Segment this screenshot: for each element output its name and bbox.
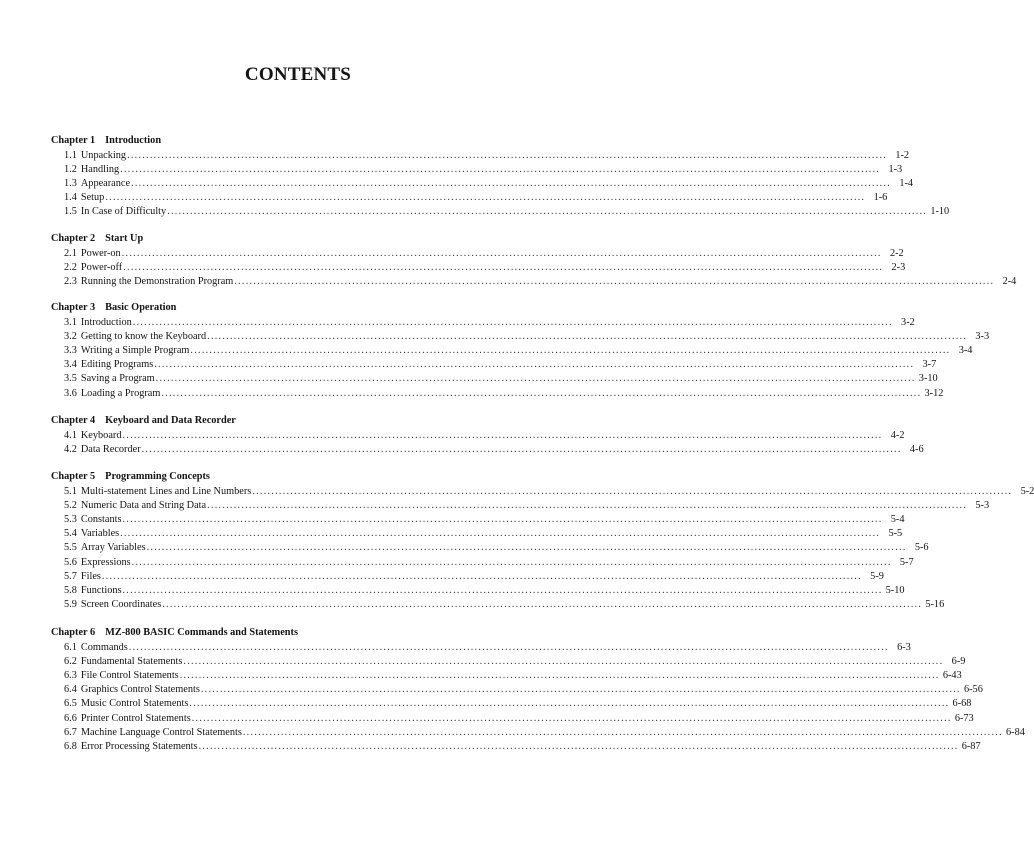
chapter-number: Chapter 2 [51, 233, 96, 244]
section-title: Commands [80, 642, 128, 653]
toc-entry[interactable] [64, 276, 1017, 288]
section-number: 3.1 [64, 317, 77, 328]
section-title: Fundamental Statements [80, 656, 183, 668]
section-number: 3.3 [64, 345, 77, 357]
page-reference: 3-2 [901, 317, 915, 328]
dot-leader: ........................................................................................................................................................................................................ [198, 740, 959, 752]
section-number: 6.4 [64, 684, 77, 696]
chapter-title: Basic Operation [105, 302, 177, 313]
section-number: 5.7 [64, 570, 77, 582]
page-reference: 5-7 [899, 556, 914, 568]
section-title: Array Variables [80, 542, 146, 554]
section-number: 1.4 [64, 192, 77, 204]
page-reference: 1-3 [888, 164, 903, 176]
toc-entry[interactable] [64, 656, 966, 668]
toc-entry[interactable] [64, 387, 944, 400]
section-title: Editing Programs [80, 359, 154, 371]
page-reference: 3-7 [922, 359, 937, 371]
chapter-number: Chapter 6 [51, 627, 96, 638]
chapter-heading [51, 233, 143, 244]
section-number: 6.5 [64, 698, 77, 710]
section-title: Data Recorder [80, 444, 141, 456]
dot-leader: ........................................................................................................................................................................................................ [122, 584, 883, 596]
section-number: 3.6 [64, 387, 77, 399]
chapter-heading [51, 415, 236, 426]
page-reference: 3-3 [975, 331, 990, 343]
dot-leader: ........................................................................................................................................................................................................ [123, 262, 884, 274]
section-title: Functions [80, 584, 122, 596]
dot-leader: ........................................................................................................................................................................................................ [207, 500, 968, 512]
section-number: 5.5 [64, 542, 77, 554]
dot-leader: ........................................................................................................................................................................................................ [131, 556, 892, 568]
page-reference: 2-2 [889, 248, 904, 259]
dot-leader: ........................................................................................................................................................................................................ [191, 712, 952, 724]
toc-entry[interactable] [64, 598, 945, 611]
page-reference: 1-2 [895, 150, 910, 161]
section-number: 5.4 [64, 528, 77, 540]
chapter-title: Keyboard and Data Recorder [105, 415, 236, 426]
page-reference: 6-84 [1006, 726, 1025, 738]
toc-entry[interactable] [64, 642, 911, 654]
section-number: 3.5 [64, 373, 77, 385]
toc-entry[interactable] [64, 556, 914, 569]
section-title: Music Control Statements [80, 698, 189, 710]
page-reference: 3-10 [918, 373, 938, 385]
page-reference: 5-16 [925, 598, 945, 610]
toc-entry[interactable] [64, 726, 1025, 739]
dot-leader: ........................................................................................................................................................................................................ [234, 276, 995, 288]
chapter-number: Chapter 3 [51, 302, 96, 313]
page-reference: 4-2 [890, 430, 905, 441]
toc-entry[interactable] [64, 584, 905, 597]
dot-leader: ........................................................................................................................................................................................................ [162, 598, 923, 610]
dot-leader: ........................................................................................................................................................................................................ [122, 514, 883, 526]
page-reference: 1-10 [930, 206, 950, 218]
dot-leader: ........................................................................................................................................................................................................ [252, 486, 1013, 497]
section-title: Numeric Data and String Data [80, 500, 207, 512]
page-reference: 5-9 [870, 570, 884, 582]
page-reference: 5-6 [914, 542, 929, 554]
toc-entry[interactable] [64, 206, 950, 218]
toc-entry[interactable] [64, 345, 973, 357]
dot-leader: ........................................................................................................................................................................................................ [132, 317, 893, 328]
dot-leader: ........................................................................................................................................................................................................ [120, 528, 881, 540]
section-number: 6.7 [64, 726, 77, 738]
chapter-number: Chapter 5 [51, 471, 96, 482]
dot-leader: ........................................................................................................................................................................................................ [146, 542, 907, 554]
section-title: Variables [80, 528, 120, 540]
toc-entry[interactable] [64, 248, 904, 260]
toc-entry[interactable] [64, 150, 910, 162]
toc-entry[interactable] [64, 712, 974, 725]
section-number: 5.6 [64, 556, 77, 568]
dot-leader: ........................................................................................................................................................................................................ [154, 359, 915, 371]
toc-entry[interactable] [64, 570, 884, 583]
dot-leader: ........................................................................................................................................................................................................ [141, 444, 902, 456]
dot-leader: ........................................................................................................................................................................................................ [101, 570, 862, 582]
dot-leader: ........................................................................................................................................................................................................ [207, 331, 968, 343]
section-title: Screen Coordinates [80, 598, 162, 610]
page-reference: 1-4 [899, 178, 914, 190]
page-title: CONTENTS [244, 64, 352, 85]
toc-entry[interactable] [64, 486, 1034, 498]
section-title: File Control Statements [80, 670, 179, 682]
section-number: 6.8 [64, 740, 77, 752]
section-number: 2.2 [64, 262, 77, 274]
page-reference: 6-3 [897, 642, 911, 653]
toc-entry[interactable] [64, 500, 990, 512]
chapter-heading [51, 471, 210, 482]
dot-leader: ........................................................................................................................................................................................................ [179, 670, 940, 682]
dot-leader: ........................................................................................................................................................................................................ [128, 642, 889, 653]
page-reference: 3-12 [924, 387, 944, 399]
section-title: Constants [80, 514, 122, 526]
page-reference: 6-68 [952, 698, 972, 710]
page-reference: 3-4 [958, 345, 973, 357]
section-title: Writing a Simple Program [80, 345, 190, 357]
page-reference: 5-5 [888, 528, 903, 540]
chapter-title: Start Up [105, 233, 144, 244]
toc-entry[interactable] [64, 514, 905, 526]
toc-entry[interactable] [64, 331, 990, 343]
page-reference: 6-9 [951, 656, 966, 668]
chapter-title: Programming Concepts [105, 471, 210, 482]
dot-leader: ........................................................................................................................................................................................................ [120, 164, 881, 176]
page-reference: 2-3 [891, 262, 906, 274]
section-number: 3.2 [64, 331, 77, 343]
section-number: 2.3 [64, 276, 77, 288]
section-number: 4.2 [64, 444, 77, 456]
dot-leader: ........................................................................................................................................................................................................ [161, 387, 922, 399]
section-number: 1.3 [64, 178, 77, 190]
section-title: Printer Control Statements [80, 712, 191, 724]
page-reference: 5-2 [1020, 486, 1034, 497]
page-reference: 6-56 [963, 684, 983, 696]
section-title: Machine Language Control Statements [80, 726, 242, 738]
page-reference: 5-3 [975, 500, 990, 512]
toc-entry[interactable] [64, 542, 929, 554]
dot-leader: ........................................................................................................................................................................................................ [127, 150, 888, 161]
dot-leader: ........................................................................................................................................................................................................ [183, 656, 944, 668]
chapter-title: MZ-800 BASIC Commands and Statements [105, 627, 298, 638]
section-title: Saving a Program [80, 373, 155, 385]
dot-leader: ........................................................................................................................................................................................................ [242, 726, 1003, 738]
section-number: 6.3 [64, 670, 77, 682]
section-number: 5.8 [64, 584, 77, 596]
section-number: 6.6 [64, 712, 77, 724]
section-title: Appearance [80, 178, 131, 190]
toc-entry[interactable] [64, 528, 903, 540]
section-title: Power-on [80, 248, 121, 259]
chapter-heading [51, 302, 176, 313]
dot-leader: ........................................................................................................................................................................................................ [105, 192, 866, 204]
section-title: Power-off [80, 262, 123, 274]
dot-leader: ........................................................................................................................................................................................................ [189, 698, 950, 710]
section-title: Error Processing Statements [80, 740, 198, 752]
toc-entry[interactable] [64, 684, 983, 696]
section-number: 6.1 [64, 642, 77, 653]
chapter-number: Chapter 1 [51, 135, 96, 146]
section-number: 5.3 [64, 514, 77, 526]
dot-leader: ........................................................................................................................................................................................................ [167, 206, 928, 218]
section-number: 1.2 [64, 164, 77, 176]
section-number: 2.1 [64, 248, 77, 259]
section-number: 4.1 [64, 430, 77, 441]
page-reference: 6-43 [942, 670, 962, 682]
section-title: Setup [80, 192, 105, 204]
dot-leader: ........................................................................................................................................................................................................ [131, 178, 892, 190]
page-reference: 6-73 [954, 712, 974, 724]
toc-entry[interactable] [64, 670, 962, 682]
section-number: 5.9 [64, 598, 77, 610]
section-title: Loading a Program [80, 387, 161, 399]
chapter-heading [51, 135, 161, 146]
section-number: 1.5 [64, 206, 77, 218]
page-reference: 4-6 [909, 444, 924, 456]
section-title: Handling [80, 164, 120, 176]
section-title: Keyboard [80, 430, 122, 441]
section-title: Unpacking [80, 150, 127, 161]
toc-entry[interactable] [64, 317, 915, 329]
toc-entry[interactable] [64, 359, 937, 371]
section-title: Introduction [80, 317, 132, 328]
section-number: 3.4 [64, 359, 77, 371]
section-title: In Case of Difficulty [80, 206, 167, 218]
dot-leader: ........................................................................................................................................................................................................ [200, 684, 961, 696]
toc-entry[interactable] [64, 262, 906, 274]
section-title: Expressions [80, 556, 131, 568]
page-reference: 5-10 [885, 584, 905, 596]
toc-entry[interactable] [64, 178, 914, 190]
section-title: Files [80, 570, 101, 582]
dot-leader: ........................................................................................................................................................................................................ [122, 430, 883, 441]
section-number: 6.2 [64, 656, 77, 668]
section-number: 1.1 [64, 150, 77, 161]
toc-entry[interactable] [64, 740, 981, 753]
section-title: Graphics Control Statements [80, 684, 200, 696]
toc-entry[interactable] [64, 373, 938, 385]
section-title: Running the Demonstration Program [80, 276, 234, 288]
dot-leader: ........................................................................................................................................................................................................ [190, 345, 951, 357]
chapter-number: Chapter 4 [51, 415, 96, 426]
toc-entry[interactable] [64, 444, 924, 456]
toc-entry[interactable] [64, 430, 905, 442]
dot-leader: ........................................................................................................................................................................................................ [121, 248, 882, 259]
toc-entry[interactable] [64, 164, 903, 176]
section-title: Multi-statement Lines and Line Numbers [80, 486, 252, 497]
section-number: 5.2 [64, 500, 77, 512]
toc-entry[interactable] [64, 698, 972, 710]
toc-entry[interactable] [64, 192, 888, 204]
page-reference: 6-87 [961, 740, 981, 752]
section-title: Getting to know the Keyboard [80, 331, 207, 343]
page-reference: 1-6 [873, 192, 888, 204]
page-reference: 2-4 [1002, 276, 1017, 288]
section-number: 5.1 [64, 486, 77, 497]
dot-leader: ........................................................................................................................................................................................................ [155, 373, 916, 385]
page-reference: 5-4 [890, 514, 905, 526]
chapter-title: Introduction [105, 135, 162, 146]
chapter-heading [51, 627, 298, 638]
